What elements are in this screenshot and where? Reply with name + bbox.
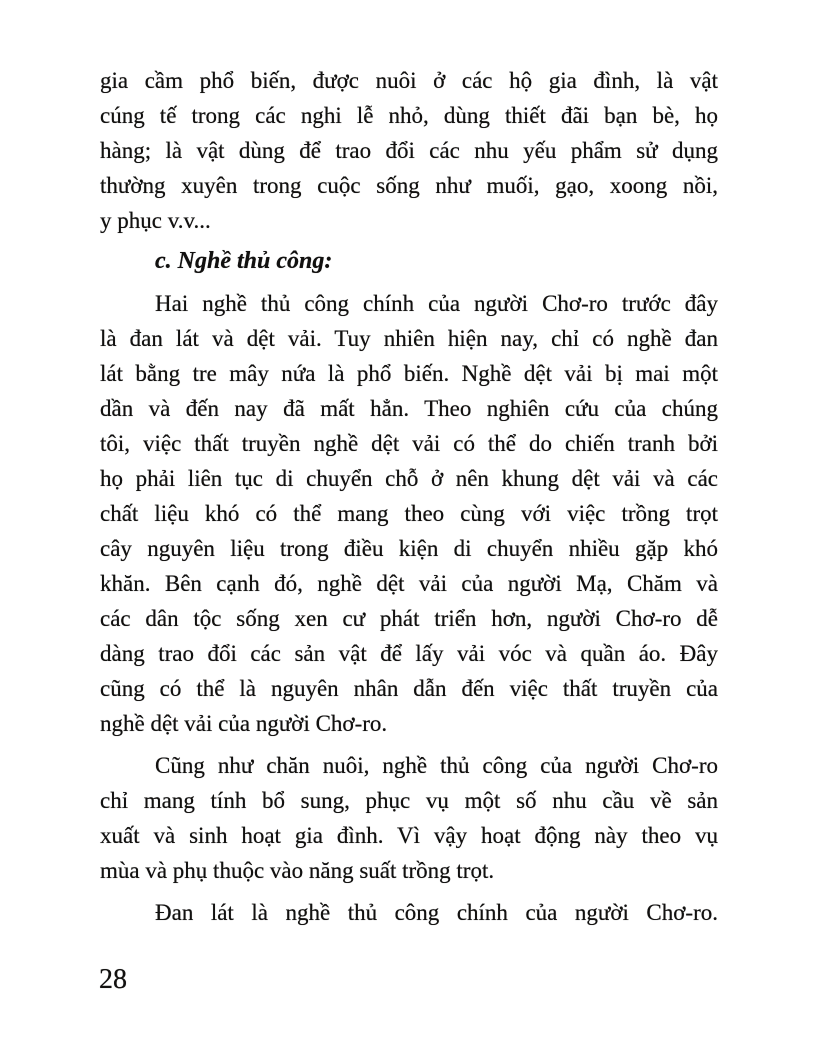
text-line: dàng trao đổi các sản vật để lấy vải vóc và quần áo. Đây [100, 641, 718, 666]
text-line: c. Nghề thủ công: [155, 248, 333, 274]
paragraph [100, 63, 718, 238]
text-line: hàng; là vật dùng để trao đổi các nhu yếu phẩm sử dụng [100, 138, 718, 163]
paragraph [100, 286, 718, 741]
paragraph [100, 748, 718, 888]
text-line: nghề dệt vải của người Chơ-ro. [100, 711, 388, 736]
text-line: thường xuyên trong cuộc sống như muối, gạo, xoong nồi, [100, 173, 718, 198]
text-line: mùa và phụ thuộc vào năng suất trồng trọt. [100, 858, 495, 883]
text-line: Hai nghề thủ công chính của người Chơ-ro trước đây [155, 291, 718, 316]
text-line: cũng có thể là nguyên nhân dẫn đến việc thất truyền của [100, 676, 718, 701]
text-line: họ phải liên tục di chuyển chỗ ở nên khung dệt vải và các [100, 466, 718, 491]
text-line: cây nguyên liệu trong điều kiện di chuyển nhiều gặp khó [100, 536, 718, 561]
text-line: dần và đến nay đã mất hẳn. Theo nghiên cứu của chúng [100, 396, 718, 421]
text-line: chỉ mang tính bổ sung, phục vụ một số nhu cầu về sản [100, 788, 718, 813]
page-number: 28 [99, 964, 127, 995]
text-line: Đan lát là nghề thủ công chính của người Chơ-ro. [155, 900, 718, 925]
text-line: tôi, việc thất truyền nghề dệt vải có thể do chiến tranh bởi [100, 431, 718, 456]
section-heading [100, 244, 718, 279]
paragraph [100, 895, 718, 930]
text-line: Cũng như chăn nuôi, nghề thủ công của người Chơ-ro [155, 753, 718, 778]
text-line: gia cầm phổ biến, được nuôi ở các hộ gia đình, là vật [100, 68, 718, 93]
text-line: khăn. Bên cạnh đó, nghề dệt vải của người Mạ, Chăm và [100, 571, 718, 596]
text-line: là đan lát và dệt vải. Tuy nhiên hiện nay, chỉ có nghề đan [100, 326, 718, 351]
text-line: các dân tộc sống xen cư phát triển hơn, người Chơ-ro dễ [100, 606, 718, 631]
text-line: y phục v.v... [100, 208, 211, 233]
text-line: xuất và sinh hoạt gia đình. Vì vậy hoạt động này theo vụ [100, 823, 718, 848]
text-line: chất liệu khó có thể mang theo cùng với việc trồng trọt [100, 501, 718, 526]
text-line: lát bằng tre mây nứa là phổ biến. Nghề dệt vải bị mai một [100, 361, 718, 386]
page-text-block [100, 63, 718, 930]
text-line: cúng tế trong các nghi lễ nhỏ, dùng thiết đãi bạn bè, họ [100, 103, 718, 128]
